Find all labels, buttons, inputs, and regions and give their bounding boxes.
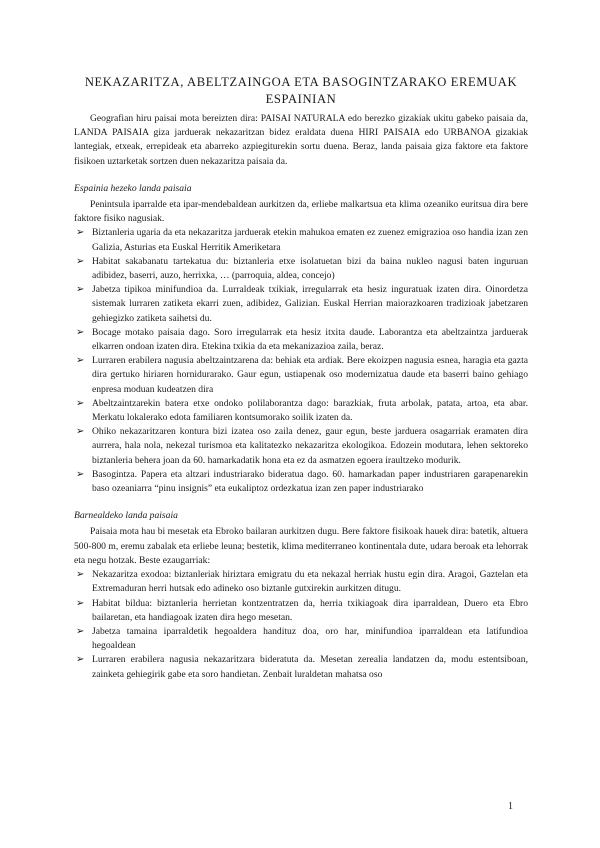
arrow-bullet-icon: ➢ <box>76 397 85 409</box>
list-item <box>74 255 528 283</box>
list-item-text: Abeltzaintzarekin batera etxe ondoko polilaborantza dago: barazkiak, fruta arbolak, patata, artoa, eta abar. Merkatu lokalerako edota familiaren kontsumorako soilik izaten da. <box>92 397 528 424</box>
list-item-text: Habitat bildua: biztanleria herrietan kontzentratzen da, herria txikiagoak dira iparraldean, Duero eta Ebro bailaretan, eta handiagoak izaten dira hego mesetan. <box>92 597 528 623</box>
list-item-text: Jabetza tamaina iparraldetik hegoaldera handituz doa, oro har, minifundioa iparraldean eta latifundioa hegoaldean <box>92 625 528 652</box>
list-item <box>74 354 528 397</box>
list-item-text: Lurraren erabilera nagusia abeltzaintzarena da: behiak eta ardiak. Bere ekoizpen nagusia esnea, haragia eta gazta dira gertuko hiriaren hornidurarako. Gaur egun, ustiapenak oso modernizatua daude eta baserri baino gehiago enpresa moduan kudeatzen dira <box>92 355 528 395</box>
list-item-text: Ohiko nekazaritzaren kontura bizi izatea oso zaila denez, gaur egun, beste jarduera osagarriak eramaten dira aurrera, hala nola, nekezal turismoa eta kalitatezko nekazaritza ekologikoa. Edozein modutara, lehen sektoreko biztanleria behera joan da 60. hamarkadatik hona eta ez da asmatzen egoera iraultzeko modurik. <box>92 426 528 466</box>
arrow-bullet-icon: ➢ <box>76 468 85 480</box>
arrow-bullet-icon: ➢ <box>76 227 85 239</box>
section-intro: Paisaia mota hau bi mesetak eta Ebroko bailaran aurkitzen dugu. Bere faktore fisikoak hauek dira: batetik, altuera 500-800 m, eremu zabalak eta erliebe leuna; bestetik, klima mediterraneo kontinentala dute, udara beroak eta lehorrak eta negu hotzak. Beste ezaugarriak: <box>74 526 528 566</box>
section-intro: Penintsula iparralde eta ipar-mendebaldean aurkitzen da, erliebe malkartsua eta klima ozeaniko euritsua dira bere faktore fisiko nagusiak. <box>74 199 528 225</box>
page-number: 1 <box>508 801 513 812</box>
section-humid-spain <box>74 182 528 496</box>
list-item <box>74 468 528 496</box>
arrow-bullet-icon: ➢ <box>76 326 85 338</box>
arrow-bullet-icon: ➢ <box>76 625 85 637</box>
list-item <box>74 597 528 625</box>
section-title: Espainia hezeko landa paisaia <box>74 182 192 194</box>
list-item <box>74 226 528 254</box>
list-item-text: Biztanleria ugaria da eta nekazaritza jarduerak etekin mahukoa ematen ez zuenez emigrazioa oso handia izan zen Galizia, Asturias eta Euskal Herritik Ameriketara <box>92 227 528 253</box>
arrow-bullet-icon: ➢ <box>76 355 85 367</box>
document-page <box>74 74 528 682</box>
arrow-bullet-icon: ➢ <box>76 284 85 296</box>
list-item <box>74 326 528 354</box>
bullet-list <box>74 226 528 496</box>
bullet-list <box>74 568 528 682</box>
arrow-bullet-icon: ➢ <box>76 426 85 438</box>
list-item <box>74 625 528 653</box>
arrow-bullet-icon: ➢ <box>76 569 85 581</box>
list-item-text: Nekazaritza exodoa: biztanleriak hiriztara emigratu du eta nekazal herriak hustu egin dira. Aragoi, Gaztelan eta Extremaduran herri hutsak edo adineko oso biztanle gutxirekin aurkitzen ditugu. <box>92 569 528 595</box>
arrow-bullet-icon: ➢ <box>76 654 85 666</box>
arrow-bullet-icon: ➢ <box>76 597 85 609</box>
list-item-text: Jabetza tipikoa minifundioa da. Lurraldeak txikiak, irregularrak eta hesiz inguratuak izaten dira. Oinordetza sistemak lurraren zatiketa ekarri zuen, adibidez, Galizian. Euskal Herrian maiorazkoaren tradizioak jabetzaren gehiegizko zatiketa saihetsi du. <box>92 284 528 324</box>
document-title: NEKAZARITZA, ABELTZAINGOA ETA BASOGINTZARAKO EREMUAK ESPAINIAN <box>84 75 518 106</box>
list-item <box>74 283 528 326</box>
list-item-text: Bocage motako paisaia dago. Soro irregularrak eta hesiz itxita daude. Laborantza eta abeltzaintza jarduerak elkarren ondoan izaten dira. Etekina txikia da eta mekanizazioa zaila, beraz. <box>92 326 528 353</box>
list-item-text: Habitat sakabanatu tartekatua du: biztanleria etxe isolatuetan bizi da baina nukleo nagusi baten inguruan adibidez, baserri, auzo, herrixka, … (parroquia, aldea, concejo) <box>92 255 528 282</box>
list-item-text: Basogintza. Papera eta altzari industriarako bideratua dago. 60. hamarkadan paper industriaren garapenarekin baso ozeaniarra “pinu insignis” eta eukaliptoz ordezkatua izan zen paper industriarako <box>92 468 528 495</box>
list-item <box>74 397 528 425</box>
intro-paragraph: Geografian hiru paisai mota bereizten dira: PAISAI NATURALA edo berezko gizakiak ukitu gabeko paisaia da, LANDA PAISAIA giza jarduerak nekazaritzan bidez eraldata duena HIRI PAISAIA edo URBANOA gizakiak lantegiak, etxeak, errepideak eta abarreko azpiegiturekin sortu duena. Beraz, landa paisaia giza faktore eta faktore fisikoen uztarketak sortzen duen nekazaritza paisaia da. <box>74 113 528 167</box>
list-item <box>74 568 528 596</box>
list-item <box>74 653 528 681</box>
section-inland <box>74 509 528 681</box>
list-item <box>74 425 528 468</box>
list-item-text: Lurraren erabilera nagusia nekazaritzara bideratuta da. Mesetan zerealia landatzen da, modu estentsiboan, zainketa gehiegirik gabe eta soro handietan. Zenbait luraldetan mahatsa oso <box>92 654 528 680</box>
section-title: Barnealdeko landa paisaia <box>74 510 178 522</box>
arrow-bullet-icon: ➢ <box>76 255 85 267</box>
